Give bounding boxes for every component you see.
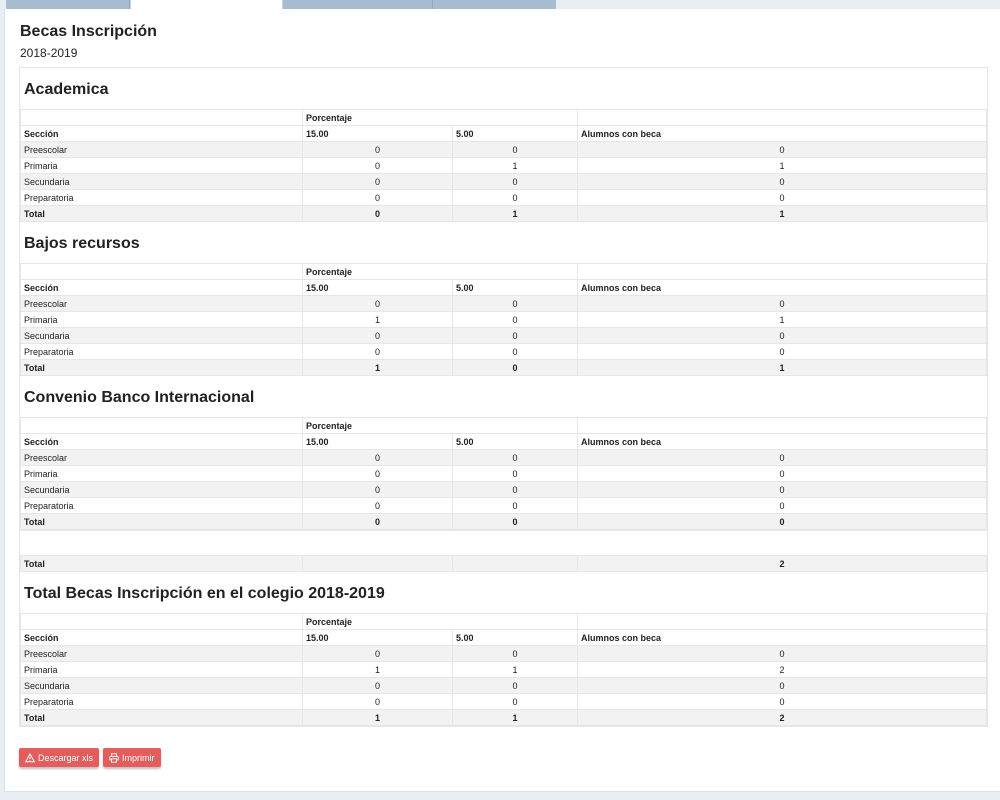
scholarship-table bbox=[20, 417, 987, 530]
value-15-cell: 0 bbox=[303, 158, 453, 174]
table-row bbox=[21, 158, 987, 174]
section-name-cell: Secundaria bbox=[21, 328, 303, 344]
value-5-cell: 0 bbox=[453, 678, 578, 694]
section-name-cell: Primaria bbox=[21, 312, 303, 328]
value-15-cell: 1 bbox=[303, 662, 453, 678]
value-15-cell: 0 bbox=[303, 174, 453, 190]
value-15-cell: 0 bbox=[303, 328, 453, 344]
header-5: 5.00 bbox=[453, 126, 578, 142]
value-5-cell: 1 bbox=[453, 662, 578, 678]
value-5-cell: 0 bbox=[453, 328, 578, 344]
header-empty-cell bbox=[21, 614, 303, 630]
table-row bbox=[21, 646, 987, 662]
section-name-cell: Preescolar bbox=[21, 646, 303, 662]
section-name-cell: Preescolar bbox=[21, 450, 303, 466]
section-name-cell: Preparatoria bbox=[21, 694, 303, 710]
grand-total-row bbox=[21, 556, 987, 572]
value-5-cell: 0 bbox=[453, 296, 578, 312]
value-15-cell: 0 bbox=[303, 694, 453, 710]
download-xls-label: Descargar xls bbox=[38, 752, 94, 763]
value-5-cell: 0 bbox=[453, 344, 578, 360]
alumnos-cell: 0 bbox=[578, 142, 987, 158]
header-alumnos: Alumnos con beca bbox=[578, 126, 987, 142]
total-15-cell: 1 bbox=[303, 710, 453, 726]
grand-total-empty bbox=[303, 556, 453, 572]
section-name-cell: Preparatoria bbox=[21, 498, 303, 514]
value-15-cell: 0 bbox=[303, 466, 453, 482]
grand-total-value: 2 bbox=[578, 556, 987, 572]
table-row bbox=[21, 450, 987, 466]
section-name-cell: Primaria bbox=[21, 158, 303, 174]
total-alumnos-cell: 1 bbox=[578, 206, 987, 222]
table-row bbox=[21, 312, 987, 328]
header-porcentaje: Porcentaje bbox=[303, 110, 578, 126]
header-row-columns bbox=[21, 434, 987, 450]
tab-4[interactable] bbox=[433, 0, 556, 9]
header-empty-cell bbox=[578, 418, 987, 434]
page-title: Becas Inscripción bbox=[20, 23, 157, 40]
header-seccion: Sección bbox=[21, 630, 303, 646]
grand-total-label: Total bbox=[21, 556, 303, 572]
alumnos-cell: 0 bbox=[578, 482, 987, 498]
alumnos-cell: 0 bbox=[578, 646, 987, 662]
header-row-columns bbox=[21, 280, 987, 296]
total-row bbox=[21, 360, 987, 376]
value-15-cell: 0 bbox=[303, 482, 453, 498]
total-alumnos-cell: 1 bbox=[578, 360, 987, 376]
table-row bbox=[21, 678, 987, 694]
alumnos-cell: 0 bbox=[578, 466, 987, 482]
section-name-cell: Primaria bbox=[21, 466, 303, 482]
table-row bbox=[21, 344, 987, 360]
page-subtitle: 2018-2019 bbox=[20, 46, 78, 60]
tab-1[interactable] bbox=[6, 0, 130, 9]
value-5-cell: 1 bbox=[453, 158, 578, 174]
report-container bbox=[19, 67, 988, 727]
value-5-cell: 0 bbox=[453, 646, 578, 662]
alumnos-cell: 0 bbox=[578, 174, 987, 190]
total-row bbox=[21, 514, 987, 530]
alumnos-cell: 1 bbox=[578, 312, 987, 328]
section-name-cell: Preparatoria bbox=[21, 190, 303, 206]
header-row-percent bbox=[21, 418, 987, 434]
header-empty-cell bbox=[21, 110, 303, 126]
header-empty-cell bbox=[578, 264, 987, 280]
header-5: 5.00 bbox=[453, 630, 578, 646]
total-5-cell: 0 bbox=[453, 360, 578, 376]
grand-total-table bbox=[20, 555, 987, 572]
grand-total-empty bbox=[453, 556, 578, 572]
value-15-cell: 0 bbox=[303, 498, 453, 514]
print-button[interactable] bbox=[103, 748, 161, 767]
total-label-cell: Total bbox=[21, 206, 303, 222]
scholarship-table bbox=[20, 263, 987, 376]
header-row-columns bbox=[21, 630, 987, 646]
alumnos-cell: 0 bbox=[578, 296, 987, 312]
value-5-cell: 0 bbox=[453, 466, 578, 482]
header-row-percent bbox=[21, 110, 987, 126]
alumnos-cell: 0 bbox=[578, 678, 987, 694]
header-5: 5.00 bbox=[453, 434, 578, 450]
value-15-cell: 0 bbox=[303, 646, 453, 662]
table-row bbox=[21, 174, 987, 190]
alumnos-cell: 0 bbox=[578, 328, 987, 344]
total-label-cell: Total bbox=[21, 514, 303, 530]
header-seccion: Sección bbox=[21, 126, 303, 142]
total-row bbox=[21, 206, 987, 222]
content-panel bbox=[4, 9, 1000, 792]
alumnos-cell: 0 bbox=[578, 498, 987, 514]
header-porcentaje: Porcentaje bbox=[303, 264, 578, 280]
section-name-cell: Preescolar bbox=[21, 142, 303, 158]
summary-table bbox=[20, 613, 987, 726]
alumnos-cell: 0 bbox=[578, 190, 987, 206]
header-seccion: Sección bbox=[21, 434, 303, 450]
download-xls-button[interactable] bbox=[19, 748, 99, 767]
header-seccion: Sección bbox=[21, 280, 303, 296]
alumnos-cell: 0 bbox=[578, 344, 987, 360]
total-5-cell: 0 bbox=[453, 514, 578, 530]
header-empty-cell bbox=[578, 110, 987, 126]
header-5: 5.00 bbox=[453, 280, 578, 296]
table-row bbox=[21, 296, 987, 312]
value-5-cell: 0 bbox=[453, 190, 578, 206]
section-title: Convenio Banco Internacional bbox=[24, 389, 255, 406]
section-name-cell: Secundaria bbox=[21, 678, 303, 694]
value-15-cell: 0 bbox=[303, 190, 453, 206]
header-15: 15.00 bbox=[303, 630, 453, 646]
table-row bbox=[21, 498, 987, 514]
action-buttons bbox=[19, 748, 161, 767]
value-5-cell: 0 bbox=[453, 694, 578, 710]
total-label-cell: Total bbox=[21, 360, 303, 376]
total-label-cell: Total bbox=[21, 710, 303, 726]
warning-triangle-icon bbox=[25, 753, 35, 763]
value-15-cell: 0 bbox=[303, 142, 453, 158]
total-alumnos-cell: 2 bbox=[578, 710, 987, 726]
table-row bbox=[21, 328, 987, 344]
alumnos-cell: 1 bbox=[578, 158, 987, 174]
section-name-cell: Secundaria bbox=[21, 482, 303, 498]
total-15-cell: 1 bbox=[303, 360, 453, 376]
value-15-cell: 1 bbox=[303, 312, 453, 328]
header-15: 15.00 bbox=[303, 126, 453, 142]
spacer-row bbox=[20, 530, 987, 555]
header-porcentaje: Porcentaje bbox=[303, 418, 578, 434]
section-name-cell: Preparatoria bbox=[21, 344, 303, 360]
total-15-cell: 0 bbox=[303, 514, 453, 530]
header-alumnos: Alumnos con beca bbox=[578, 280, 987, 296]
table-row bbox=[21, 142, 987, 158]
tab-2-active[interactable] bbox=[130, 0, 283, 9]
section-name-cell: Primaria bbox=[21, 662, 303, 678]
tab-strip bbox=[0, 0, 1000, 9]
section-name-cell: Preescolar bbox=[21, 296, 303, 312]
header-porcentaje: Porcentaje bbox=[303, 614, 578, 630]
alumnos-cell: 0 bbox=[578, 694, 987, 710]
header-row-percent bbox=[21, 614, 987, 630]
total-5-cell: 1 bbox=[453, 710, 578, 726]
table-row bbox=[21, 466, 987, 482]
section-name-cell: Secundaria bbox=[21, 174, 303, 190]
value-15-cell: 0 bbox=[303, 344, 453, 360]
table-row bbox=[21, 482, 987, 498]
header-empty-cell bbox=[21, 264, 303, 280]
header-empty-cell bbox=[21, 418, 303, 434]
table-row bbox=[21, 694, 987, 710]
value-15-cell: 0 bbox=[303, 678, 453, 694]
table-row bbox=[21, 190, 987, 206]
value-5-cell: 0 bbox=[453, 498, 578, 514]
section-title: Bajos recursos bbox=[24, 235, 140, 252]
value-5-cell: 0 bbox=[453, 482, 578, 498]
total-5-cell: 1 bbox=[453, 206, 578, 222]
value-5-cell: 0 bbox=[453, 142, 578, 158]
scholarship-table bbox=[20, 109, 987, 222]
total-row bbox=[21, 710, 987, 726]
tab-3[interactable] bbox=[283, 0, 433, 9]
section-title: Academica bbox=[24, 81, 109, 98]
header-15: 15.00 bbox=[303, 280, 453, 296]
print-label: Imprimir bbox=[122, 752, 155, 763]
printer-icon bbox=[109, 753, 119, 763]
header-row-percent bbox=[21, 264, 987, 280]
total-alumnos-cell: 0 bbox=[578, 514, 987, 530]
table-row bbox=[21, 662, 987, 678]
header-15: 15.00 bbox=[303, 434, 453, 450]
value-5-cell: 0 bbox=[453, 174, 578, 190]
header-alumnos: Alumnos con beca bbox=[578, 630, 987, 646]
value-5-cell: 0 bbox=[453, 450, 578, 466]
alumnos-cell: 0 bbox=[578, 450, 987, 466]
header-empty-cell bbox=[578, 614, 987, 630]
header-alumnos: Alumnos con beca bbox=[578, 434, 987, 450]
value-5-cell: 0 bbox=[453, 312, 578, 328]
alumnos-cell: 2 bbox=[578, 662, 987, 678]
value-15-cell: 0 bbox=[303, 450, 453, 466]
value-15-cell: 0 bbox=[303, 296, 453, 312]
summary-title: Total Becas Inscripción en el colegio 2018-2019 bbox=[24, 585, 385, 602]
total-15-cell: 0 bbox=[303, 206, 453, 222]
header-row-columns bbox=[21, 126, 987, 142]
